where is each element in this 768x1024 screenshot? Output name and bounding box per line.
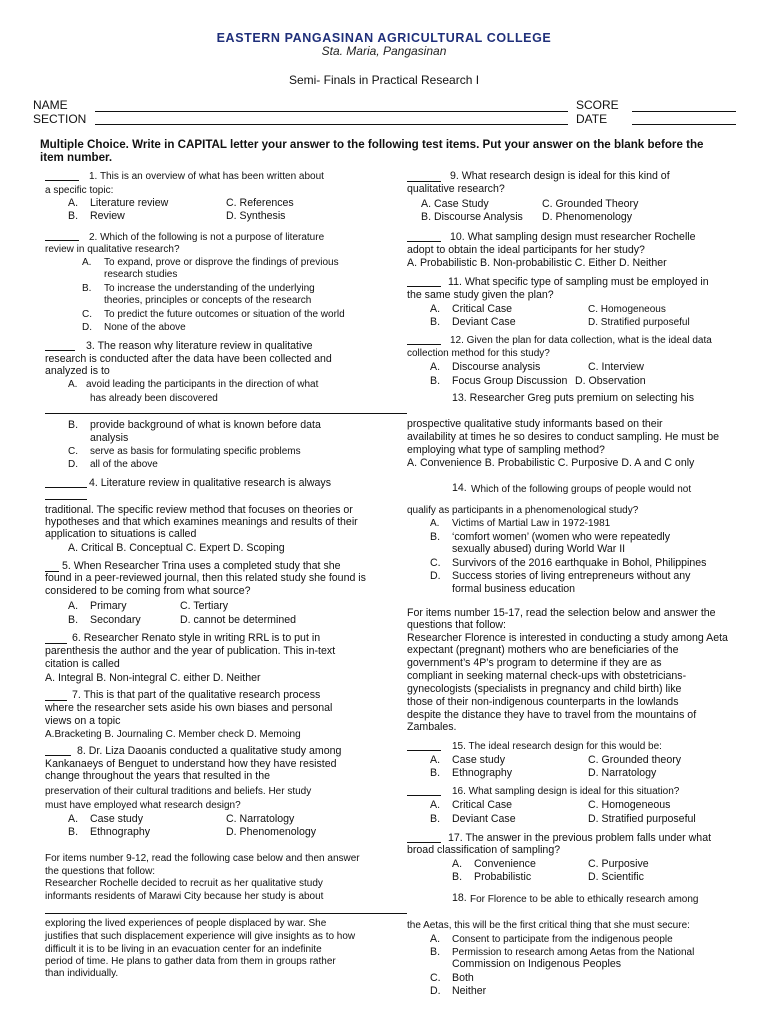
option-marker: B. bbox=[68, 826, 79, 838]
option-marker: B. bbox=[82, 283, 92, 294]
answer-blank[interactable] bbox=[407, 795, 441, 796]
option-marker: A. bbox=[68, 379, 78, 390]
question-text: must have employed what research design? bbox=[45, 800, 241, 811]
option-text: A. Case Study bbox=[421, 198, 489, 210]
option-text: Deviant Case bbox=[452, 813, 516, 825]
question-text: qualify as participants in a phenomenological study? bbox=[407, 505, 639, 516]
question-text: 1. This is an overview of what has been written about bbox=[89, 171, 324, 182]
option-marker: C. bbox=[430, 557, 441, 569]
name-label: NAME bbox=[33, 98, 68, 112]
option-marker: A. bbox=[82, 257, 92, 268]
answer-blank[interactable] bbox=[45, 700, 67, 701]
option-text: C. Homogeneous bbox=[588, 304, 666, 315]
option-text: B. Discourse Analysis bbox=[421, 211, 523, 223]
question-text: a specific topic: bbox=[45, 185, 114, 196]
option-row: A. Convenience B. Probabilistic C. Purposive D. A and C only bbox=[407, 457, 695, 469]
option-text: has already been discovered bbox=[90, 393, 218, 404]
instructions: Multiple Choice. Write in CAPITAL letter your answer to the following test items. Put your answer on the blank before the item number. bbox=[40, 138, 704, 164]
question-text: where the researcher sets aside his own biases and personal bbox=[45, 702, 333, 714]
question-text: the same study given the plan? bbox=[407, 289, 554, 301]
column-divider-line bbox=[45, 413, 407, 414]
answer-blank[interactable] bbox=[45, 180, 79, 181]
option-marker: B. bbox=[68, 614, 79, 626]
question-text: 6. Researcher Renato style in writing RRL is to put in bbox=[72, 632, 321, 644]
question-text: For Florence to be able to ethically research among bbox=[470, 894, 699, 905]
question-text: 4. Literature review in qualitative research is always bbox=[89, 477, 332, 489]
option-marker: D. bbox=[430, 985, 441, 997]
option-text: analysis bbox=[90, 432, 129, 444]
question-text: 5. When Researcher Trina uses a completed study that she bbox=[62, 560, 341, 572]
case-text: expectant (pregnant) mothers who are beneficiaries of the bbox=[407, 644, 679, 656]
question-number: 14. bbox=[452, 482, 467, 494]
answer-blank[interactable] bbox=[45, 487, 87, 488]
option-text: D. Stratified purposeful bbox=[588, 813, 696, 825]
option-text: Survivors of the 2016 earthquake in Bohol, Philippines bbox=[452, 557, 707, 569]
case-text: informants residents of Marawi City because her study is about bbox=[45, 891, 324, 902]
option-marker: C. bbox=[430, 972, 441, 984]
option-marker: B. bbox=[430, 375, 441, 387]
question-text: 15. The ideal research design for this would be: bbox=[452, 741, 662, 752]
option-text: C. Tertiary bbox=[180, 600, 229, 612]
option-row: A. Integral B. Non-integral C. either D. Neither bbox=[45, 672, 261, 684]
case-text: Researcher Rochelle decided to recruit as her qualitative study bbox=[45, 878, 323, 889]
option-text: Consent to participate from the indigenous people bbox=[452, 934, 673, 945]
option-marker: A. bbox=[68, 197, 79, 209]
question-text: 12. Given the plan for data collection, what is the ideal data bbox=[450, 335, 712, 346]
case-text: period of time. He plans to gather data from them in groups rather bbox=[45, 956, 336, 967]
answer-blank[interactable] bbox=[407, 181, 441, 182]
option-text: Success stories of living entrepreneurs without any bbox=[452, 570, 691, 582]
case-text: compliant in seeking maternal check-ups with obstetricians- bbox=[407, 670, 687, 682]
option-text: Probabilistic bbox=[474, 871, 532, 883]
case-text: Researcher Florence is interested in conducting a study among Aeta bbox=[407, 632, 728, 644]
question-text: analyzed is to bbox=[45, 365, 110, 377]
question-text: views on a topic bbox=[45, 715, 121, 727]
option-marker: B. bbox=[430, 531, 441, 543]
option-text: avoid leading the participants in the direction of what bbox=[86, 379, 319, 390]
question-number: 18. bbox=[452, 892, 467, 904]
option-text: ‘comfort women’ (women who were repeatedly bbox=[452, 531, 671, 543]
question-text: change throughout the years that resulted in the bbox=[45, 770, 270, 782]
option-marker: A. bbox=[430, 361, 441, 373]
option-text: D. cannot be determined bbox=[180, 614, 297, 626]
option-marker: A. bbox=[430, 303, 441, 315]
option-text: Victims of Martial Law in 1972-1981 bbox=[452, 518, 611, 529]
option-marker: A. bbox=[452, 858, 463, 870]
question-text: Kankanaeys of Benguet to understand how they have resisted bbox=[45, 758, 337, 770]
case-text: gynecologists (specialists in pregnancy and child birth) like bbox=[407, 683, 682, 695]
option-text: research studies bbox=[104, 269, 178, 280]
question-text: citation is called bbox=[45, 658, 120, 670]
question-text: found in a peer-reviewed journal, then this related study she found is bbox=[45, 572, 366, 584]
option-text: theories, principles or concepts of the research bbox=[104, 295, 312, 306]
option-marker: B. bbox=[430, 946, 441, 958]
case-text: despite the distance they have to travel from the mountains of bbox=[407, 709, 697, 721]
option-marker: B. bbox=[68, 210, 79, 222]
school-name: EASTERN PANGASINAN AGRICULTURAL COLLEGE bbox=[216, 31, 552, 45]
option-row: A. Critical B. Conceptual C. Expert D. Scoping bbox=[68, 542, 285, 554]
option-text: Ethnography bbox=[90, 826, 151, 838]
option-text: None of the above bbox=[104, 322, 186, 333]
school-location: Sta. Maria, Pangasinan bbox=[321, 44, 447, 58]
case-intro: questions that follow: bbox=[407, 619, 506, 631]
option-text: Case study bbox=[452, 754, 505, 766]
date-label: DATE bbox=[576, 112, 608, 126]
option-text: Commission on Indigenous Peoples bbox=[452, 958, 622, 970]
answer-blank[interactable] bbox=[407, 842, 441, 843]
option-text: To expand, prove or disprove the findings of previous bbox=[104, 257, 339, 268]
option-row: A. Probabilistic B. Non-probabilistic C. Either D. Neither bbox=[407, 257, 667, 269]
option-text: Convenience bbox=[474, 858, 536, 870]
option-marker: D. bbox=[68, 459, 78, 470]
option-marker: D. bbox=[82, 322, 92, 333]
question-text: 8. Dr. Liza Daoanis conducted a qualitative study among bbox=[77, 745, 342, 757]
score-label: SCORE bbox=[576, 98, 619, 112]
option-text: C. Grounded theory bbox=[588, 754, 682, 766]
option-marker: B. bbox=[430, 813, 441, 825]
option-text: D. Scientific bbox=[588, 871, 644, 883]
question-text: 13. Researcher Greg puts premium on selecting his bbox=[452, 392, 695, 404]
case-text: difficult it is to be living in an evacuation center for an indefinite bbox=[45, 944, 322, 955]
option-marker: A. bbox=[430, 518, 440, 529]
question-text: review in qualitative research? bbox=[45, 244, 180, 255]
option-text: Neither bbox=[452, 985, 487, 997]
option-marker: A. bbox=[68, 600, 79, 612]
option-text: provide background of what is known before data bbox=[90, 419, 321, 431]
option-text: Primary bbox=[90, 600, 127, 612]
option-text: Permission to research among Aetas from the National bbox=[452, 947, 695, 958]
option-marker: B. bbox=[430, 767, 441, 779]
answer-blank-continued bbox=[45, 499, 87, 500]
question-text: the Aetas, this will be the first critical thing that she must secure: bbox=[407, 920, 690, 931]
answer-blank[interactable] bbox=[45, 350, 75, 351]
case-intro: For items number 15-17, read the selection below and answer the bbox=[407, 607, 716, 619]
question-text: 11. What specific type of sampling must be employed in bbox=[448, 276, 709, 288]
question-text: qualitative research? bbox=[407, 183, 505, 195]
option-marker: C. bbox=[82, 309, 92, 320]
option-text: C. Purposive bbox=[588, 858, 649, 870]
option-text: Critical Case bbox=[452, 799, 513, 811]
question-text: traditional. The specific review method that focuses on theories or bbox=[45, 504, 353, 516]
answer-blank[interactable] bbox=[45, 755, 71, 756]
option-text: Focus Group Discussion bbox=[452, 375, 568, 387]
case-intro: For items number 9-12, read the following case below and then answer bbox=[45, 853, 360, 864]
option-row: A.Bracketing B. Journaling C. Member check D. Memoing bbox=[45, 729, 301, 740]
answer-blank[interactable] bbox=[407, 344, 441, 345]
option-text: D. Observation bbox=[575, 375, 646, 387]
question-text: 9. What research design is ideal for this kind of bbox=[450, 170, 670, 182]
option-marker: B. bbox=[68, 419, 79, 431]
case-text: those of their non-indigenous counterparts in the lowlands bbox=[407, 696, 679, 708]
option-marker: A. bbox=[430, 754, 441, 766]
option-marker: C. bbox=[68, 446, 78, 457]
answer-blank[interactable] bbox=[407, 750, 441, 751]
option-marker: B. bbox=[430, 316, 441, 328]
option-text: D. Synthesis bbox=[226, 210, 286, 222]
question-text: broad classification of sampling? bbox=[407, 844, 561, 856]
name-field[interactable] bbox=[95, 111, 568, 112]
answer-blank[interactable] bbox=[45, 643, 67, 644]
case-text: justifies that such displacement experience will give insights as to how bbox=[45, 931, 356, 942]
option-text: sexually abused) during World War II bbox=[452, 543, 626, 555]
option-text: C. References bbox=[226, 197, 294, 209]
option-text: serve as basis for formulating specific problems bbox=[90, 446, 301, 457]
question-text: adopt to obtain the ideal participants for her study? bbox=[407, 244, 645, 256]
option-text: D. Phenomenology bbox=[226, 826, 317, 838]
question-text: 17. The answer in the previous problem falls under what bbox=[448, 832, 712, 844]
section-field[interactable] bbox=[95, 124, 568, 125]
option-marker: B. bbox=[452, 871, 463, 883]
case-text: than individually. bbox=[45, 968, 119, 979]
question-text: Which of the following groups of people would not bbox=[471, 484, 692, 495]
question-text: availability at times he so desires to conduct sampling. He must be bbox=[407, 431, 720, 443]
question-text: preservation of their cultural traditions and beliefs. Her study bbox=[45, 786, 312, 797]
question-text: considered to be coming from what source? bbox=[45, 585, 251, 597]
option-text: D. Phenomenology bbox=[542, 211, 633, 223]
option-text: Literature review bbox=[90, 197, 169, 209]
option-text: Secondary bbox=[90, 614, 141, 626]
option-text: D. Narratology bbox=[588, 767, 657, 779]
option-text: C. Homogeneous bbox=[588, 799, 671, 811]
option-text: all of the above bbox=[90, 459, 158, 470]
option-text: Discourse analysis bbox=[452, 361, 541, 373]
option-text: D. Stratified purposeful bbox=[588, 317, 690, 328]
question-text: 7. This is that part of the qualitative research process bbox=[72, 689, 321, 701]
question-text: hypotheses and that which examines meanings and results of their bbox=[45, 516, 358, 528]
option-text: C. Interview bbox=[588, 361, 644, 373]
column-divider-line bbox=[45, 913, 407, 914]
exam-title: Semi- Finals in Practical Research I bbox=[288, 73, 480, 87]
case-text: Zambales. bbox=[407, 721, 457, 733]
option-text: formal business education bbox=[452, 583, 576, 595]
question-text: prospective qualitative study informants based on their bbox=[407, 418, 663, 430]
question-text: employing what type of sampling method? bbox=[407, 444, 605, 456]
option-marker: D. bbox=[430, 570, 441, 582]
option-text: C. Grounded Theory bbox=[542, 198, 639, 210]
answer-blank[interactable] bbox=[407, 286, 441, 287]
option-text: Ethnography bbox=[452, 767, 513, 779]
score-field[interactable] bbox=[632, 111, 736, 112]
question-text: 10. What sampling design must researcher Rochelle bbox=[450, 231, 696, 243]
option-text: Case study bbox=[90, 813, 143, 825]
question-text: 3. The reason why literature review in qualitative bbox=[86, 340, 313, 352]
question-text: collection method for this study? bbox=[407, 348, 550, 359]
case-text: exploring the lived experiences of people displaced by war. She bbox=[45, 918, 327, 929]
option-text: To increase the understanding of the underlying bbox=[104, 283, 315, 294]
question-text: research is conducted after the data have been collected and bbox=[45, 353, 332, 365]
option-text: Both bbox=[452, 972, 474, 984]
question-text: application to situations is called bbox=[45, 528, 197, 540]
answer-blank[interactable] bbox=[407, 241, 441, 242]
section-label: SECTION bbox=[33, 112, 87, 126]
option-text: Review bbox=[90, 210, 125, 222]
option-text: Critical Case bbox=[452, 303, 513, 315]
option-text: C. Narratology bbox=[226, 813, 295, 825]
case-text: government’s 4P’s program to determine if they are as bbox=[407, 657, 662, 669]
option-marker: A. bbox=[68, 813, 79, 825]
option-marker: A. bbox=[430, 933, 441, 945]
question-text: 16. What sampling design is ideal for this situation? bbox=[452, 786, 680, 797]
option-text: Deviant Case bbox=[452, 316, 516, 328]
option-text: To predict the future outcomes or situation of the world bbox=[104, 309, 345, 320]
question-text: parenthesis the author and the year of publication. This in-text bbox=[45, 645, 336, 657]
answer-blank[interactable] bbox=[45, 240, 79, 241]
date-field[interactable] bbox=[632, 124, 736, 125]
question-text: 2. Which of the following is not a purpose of literature bbox=[89, 232, 325, 243]
case-intro: the questions that follow: bbox=[45, 866, 156, 877]
option-marker: A. bbox=[430, 799, 441, 811]
